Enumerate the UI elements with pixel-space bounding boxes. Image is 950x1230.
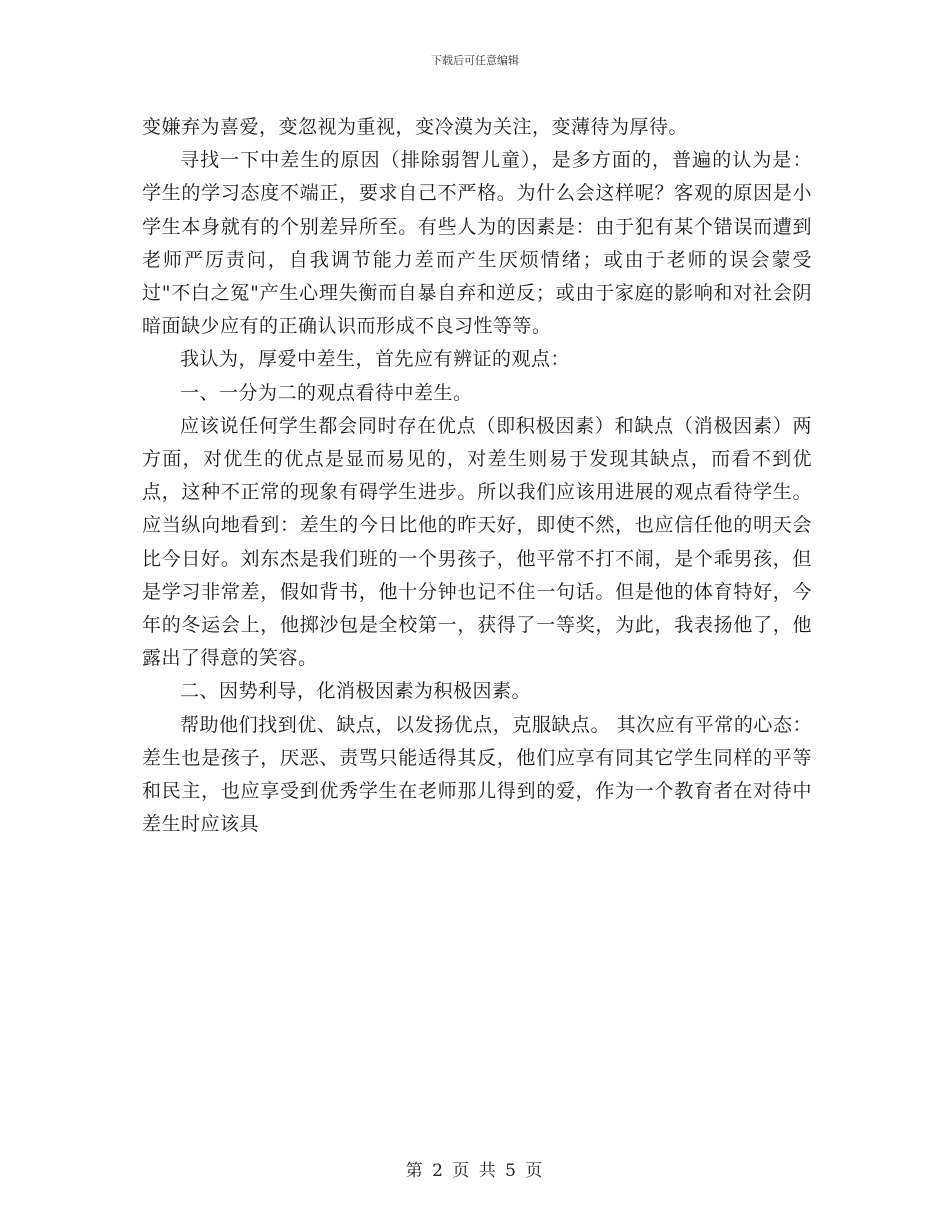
section-heading-2: 二、因势利导，化消极因素为积极因素。	[180, 680, 532, 703]
document-body	[142, 111, 812, 841]
paragraph-2: 寻找一下中差生的原因（排除弱智儿童），是多方面的，普遍的认为是：学生的学习态度不端正，要求自己不严格。为什么会这样呢？客观的原因是小学生本身就有的个别差异所至。有些人为的因素是：由于犯有某个错误而遭到老师严厉责问，自我调节能力差而产生厌烦情绪；或由于老师的误会蒙受过"不白之冤"产生心理失衡而自暴自弃和逆反；或由于家庭的影响和对社会阴暗面缺少应有的正确认识而形成不良习性等等。	[142, 149, 812, 338]
page-number-footer: 第 2 页 共 5 页	[405, 1161, 545, 1181]
section-heading-1: 一、一分为二的观点看待中差生。	[180, 381, 473, 404]
page-header-note: 下载后可任意编辑	[431, 54, 519, 67]
paragraph-5: 帮助他们找到优、缺点，以发扬优点，克服缺点。 其次应有平常的心态：差生也是孩子，厌恶、责骂只能适得其反，他们应享有同其它学生同样的平等和民主，也应享受到优秀学生在老师那儿得到的爱，作为一个教育者在对待中差生时应该具	[142, 713, 812, 836]
paragraph-3: 我认为，厚爱中差生，首先应有辨证的观点：	[180, 348, 571, 371]
paragraph-1: 变嫌弃为喜爱，变忽视为重视，变冷漠为关注，变薄待为厚待。	[142, 116, 689, 138]
paragraph-4: 应该说任何学生都会同时存在优点（即积极因素）和缺点（消极因素）两方面，对优生的优点是显而易见的，对差生则易于发现其缺点，而看不到优点，这种不正常的现象有碍学生进步。所以我们应该用进展的观点看待学生。应当纵向地看到：差生的今日比他的昨天好，即使不然，也应信任他的明天会比今日好。刘东杰是我们班的一个男孩子，他平常不打不闹，是个乖男孩，但是学习非常差，假如背书，他十分钟也记不住一句话。但是他的体育特好，今年的冬运会上，他掷沙包是全校第一，获得了一等奖，为此，我表扬他了，他露出了得意的笑容。	[142, 414, 812, 670]
